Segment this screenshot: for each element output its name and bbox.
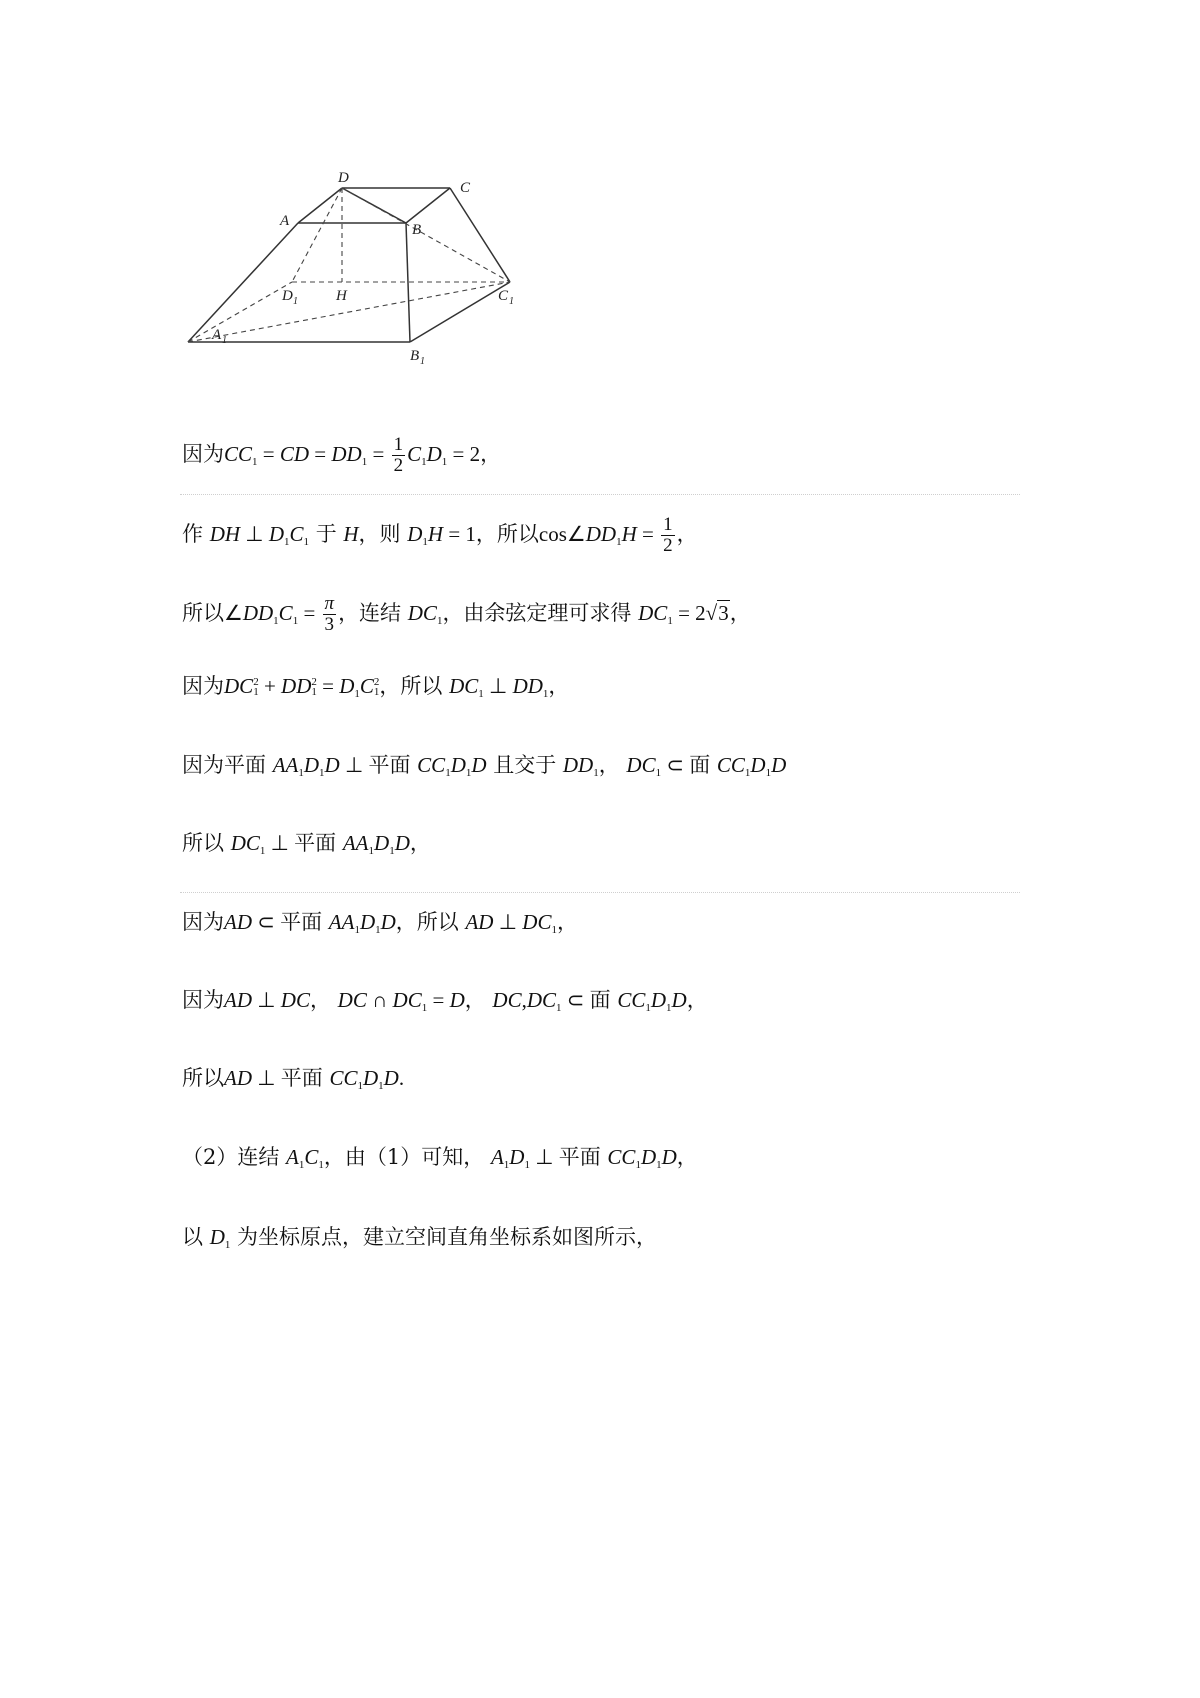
text-run: ，所以 [475,521,539,546]
math-symbol: AA [272,753,299,777]
text-run: 所以 [182,600,224,625]
text-run: 作 [182,521,210,546]
math-symbol: D [324,753,340,777]
math-symbol: DC [230,831,260,855]
math-symbol: A [490,1145,504,1169]
math-symbol: DC [526,988,557,1012]
math-symbol: C [304,1145,319,1169]
math-subscript: 1 [551,924,557,936]
math-symbol: C [289,521,304,546]
text-run: ，所以 [395,910,466,934]
math-symbol: D [661,1145,677,1169]
math-symbol: D [394,831,410,855]
text-run: ， [409,831,431,855]
math-operator: = [257,441,280,466]
math-superscript: 2 [373,675,380,688]
math-operator: = [298,600,321,625]
math-operator: , [521,988,527,1012]
math-symbol: CC [224,441,253,466]
label-B: B [412,222,422,238]
math-subscript: 1 [542,688,549,700]
text-run: ， [309,988,338,1012]
math-symbol: D [671,988,687,1012]
math-symbol: D [449,988,465,1012]
math-operator: ⊥ [493,910,523,934]
math-subscript: 1 [318,1159,324,1171]
math-superscript: 2 [253,675,259,688]
text-run: ， [480,441,502,466]
math-operator: = [636,521,660,546]
math-subscript: 1 [361,455,368,468]
math-subscript: 1 [465,767,472,779]
label-C: C [460,180,471,196]
math-symbol: DC [392,988,422,1012]
edge-D-C1 [342,188,510,282]
math-operator: cos∠ [538,521,586,546]
math-subscript: 1 [556,1002,562,1014]
math-subscript: 1 [252,455,258,468]
solution-line-6 [182,833,431,857]
label-C1-sub: 1 [509,296,514,307]
edge-A-D [298,188,342,223]
label-C1: C [498,288,509,304]
math-symbol: A [286,1145,299,1169]
math-operator: ⊥ [529,1145,559,1169]
math-symbol: D [380,910,396,934]
math-fraction [392,435,406,476]
math-symbol: D [640,1145,657,1169]
math-subscript: 1 [303,535,310,548]
label-B1: B [410,348,420,364]
math-symbol: DC [337,988,367,1012]
math-symbol: D [509,1145,525,1169]
math-symbol: D [383,1066,399,1090]
math-symbol: DD [242,600,274,625]
math-subscript: 1 [389,845,395,857]
math-operator: ⊥ [483,674,513,698]
math-subscript: 1 [298,767,304,779]
label-A1-sub: 1 [222,335,227,346]
text-run: 面 [689,753,717,777]
math-symbol: AA [342,831,369,855]
math-subscript: 1 [441,455,448,468]
math-symbol: CC [716,753,745,777]
math-symbol: AA [328,910,355,934]
fraction-numerator: π [324,593,335,614]
math-operator: ⊂ [561,988,590,1012]
text-run: 面 [589,988,618,1012]
text-run: 平面 [280,1066,330,1090]
math-subscript: 1 [524,1159,530,1171]
math-subscript: 1 [656,1159,662,1171]
math-subscript: 1 [655,767,662,779]
text-run: 因为 [182,988,224,1012]
solution-line-2 [182,515,698,556]
math-symbol: D [209,1225,225,1249]
math-subscript: 1 [354,688,360,700]
text-run: ， [686,988,708,1012]
text-run: ，连结 [338,600,408,625]
math-subscript: 1 [422,535,428,548]
math-subscript: 1 [253,685,259,698]
math-symbol: AD [224,1066,252,1090]
math-symbol: DC [407,600,437,625]
math-symbol: DD [585,521,617,546]
text-run: ，所以 [379,674,450,698]
solution-line-9 [182,1068,404,1092]
solution-line-10 [182,1147,698,1171]
math-symbol: D [339,674,355,698]
label-D1: D [282,288,293,304]
sqrt-sign: √ [705,600,718,625]
math-symbol: C [407,441,422,466]
math-operator: = 1 [443,521,476,546]
text-run: 且交于 [486,753,563,777]
math-symbol: CC [417,753,446,777]
math-operator: = [316,674,340,698]
text-run: ， [598,753,627,777]
text-run: ， [548,674,570,698]
math-superscript: 2 [311,675,317,688]
math-symbol: DC [224,674,254,698]
math-symbol: D [268,521,284,546]
math-symbol: D [426,441,442,466]
math-operator: ∩ [366,988,393,1012]
math-symbol: D [450,753,466,777]
math-sqrt [706,600,730,625]
label-D: D [338,170,349,186]
math-operator: ⊥ [265,831,295,855]
figure-solid-edges [188,188,510,342]
label-A1: A [212,327,222,343]
math-symbol: CD [279,441,310,466]
text-run: ， [676,1145,698,1169]
math-symbol: AD [465,910,494,934]
math-subscript: 1 [378,1080,384,1092]
math-operator: . [398,1066,405,1090]
math-symbol: DC [492,988,522,1012]
math-subscript: 1 [421,455,427,468]
math-symbol: D [363,1066,379,1090]
math-symbol: C [359,674,374,698]
math-symbol: DC [626,753,656,777]
math-subscript: 1 [436,614,443,627]
solution-line-1 [182,435,501,476]
edge-B1-C1 [410,282,510,342]
math-operator: = [309,441,332,466]
text-run: 因为 [182,910,224,934]
text-run: 平面 [294,831,343,855]
math-symbol: DC [522,910,552,934]
text-run: ， [676,521,698,546]
math-symbol: DD [512,674,543,698]
text-run: 为坐标原点，建立空间直角坐标系如图所示， [230,1225,658,1249]
text-run: 以 [182,1225,210,1249]
math-subscript: 1 [284,535,290,548]
label-H: H [336,288,347,304]
math-subscript: 1 [744,767,751,779]
math-symbol: D [407,521,423,546]
math-subscript: 1 [478,688,484,700]
math-symbol: D [359,910,376,934]
math-operator: ⊥ [252,988,281,1012]
math-symbol: H [427,521,444,546]
text-run: （2）连结 [182,1145,287,1169]
fraction-denominator: 2 [663,534,673,556]
math-symbol: D [303,753,320,777]
math-subscript: 1 [273,614,279,627]
math-symbol: DC [638,600,668,625]
math-subscript: 1 [593,767,599,779]
math-symbol: H [621,521,637,546]
math-subscript: 1 [667,614,673,627]
sqrt-radicand: 3 [718,600,729,625]
math-subscript: 1 [368,845,375,857]
section-divider [180,494,1020,495]
math-subscript: 1 [373,685,380,698]
math-subscript: 1 [445,767,451,779]
math-subscript: 1 [765,767,772,779]
math-symbol: C [278,600,293,625]
text-run: 因为 [182,441,224,466]
math-subscript: 1 [645,1002,651,1014]
text-run: ， [556,910,578,934]
math-symbol: H [343,521,359,546]
math-subscript: 1 [224,1239,231,1251]
math-operator: ⊥ [240,521,269,546]
fraction-numerator: 1 [663,514,673,535]
math-operator: ∠ [224,600,243,625]
math-symbol: D [750,753,766,777]
math-symbol: DC [280,988,310,1012]
math-subscript: 1 [311,685,317,698]
math-operator: ⊥ [339,753,369,777]
math-subscript: 1 [616,535,622,548]
solution-line-5 [182,755,786,779]
fraction-denominator: 3 [324,613,335,635]
edge-A1-D1 [188,282,292,342]
math-subscript: 1 [503,1159,510,1171]
edge-A1-C1 [188,282,510,342]
solution-line-8 [182,990,708,1014]
text-run: ，由余弦定理可求得 [442,600,639,625]
math-operator: = [427,988,450,1012]
text-run: 平面 [368,753,418,777]
math-subscript: 1 [319,767,325,779]
label-D1-sub: 1 [293,296,298,307]
edge-C-B [406,188,450,223]
label-A: A [280,213,290,229]
math-operator: + [258,674,282,698]
text-run: ， [464,988,493,1012]
text-run: 于 [309,521,344,546]
math-subscript: 1 [259,845,266,857]
text-run: 所以 [182,1066,224,1090]
math-subscript: 1 [635,1159,641,1171]
text-run: ， [729,600,751,625]
math-subscript: 1 [375,924,381,936]
edge-C-C1 [450,188,510,282]
math-symbol: DD [281,674,312,698]
fraction-denominator: 2 [393,454,404,476]
math-subscript: 1 [298,1159,305,1171]
math-subscript: 1 [354,924,360,936]
text-run: 平面 [558,1145,608,1169]
math-symbol: CC [617,988,646,1012]
label-B1-sub: 1 [420,356,425,367]
math-operator: ⊂ [661,753,690,777]
math-operator: = 2 [672,600,706,625]
math-operator: = [367,441,390,466]
math-symbol: AD [224,988,252,1012]
text-run: ，由（1）可知， [323,1145,491,1169]
fraction-numerator: 1 [393,434,404,455]
math-symbol: D [771,753,787,777]
text-run: 所以 [182,831,231,855]
math-symbol: AD [224,910,252,934]
math-symbol: D [374,831,390,855]
solution-line-4 [182,676,569,700]
frustum-figure [180,170,540,380]
section-divider [180,892,1020,893]
math-subscript: 1 [357,1080,363,1092]
math-symbol: DH [209,521,241,546]
math-subscript: 1 [666,1002,672,1014]
text-run: 因为平面 [182,753,273,777]
edge-A-A1 [188,223,298,342]
math-symbol: CC [329,1066,358,1090]
figure-hidden-edges [188,188,510,342]
solution-line-7 [182,912,578,936]
math-operator: ⊥ [252,1066,281,1090]
math-symbol: DC [449,674,479,698]
text-run: 因为 [182,674,224,698]
math-symbol: CC [607,1145,636,1169]
math-operator: ⊂ [252,910,281,934]
math-symbol: DD [562,753,594,777]
math-fraction [661,515,675,556]
edge-D-D1 [292,188,342,282]
math-symbol: DD [331,441,362,466]
text-run: ，则 [358,521,408,546]
text-run: 平面 [280,910,329,934]
math-subscript: 1 [292,614,299,627]
math-symbol: D [471,753,487,777]
math-subscript: 1 [421,1002,428,1014]
solution-line-3 [182,594,751,635]
math-fraction [323,594,337,635]
math-symbol: D [650,988,667,1012]
solution-line-11 [182,1227,657,1251]
math-operator: = 2 [447,441,481,466]
